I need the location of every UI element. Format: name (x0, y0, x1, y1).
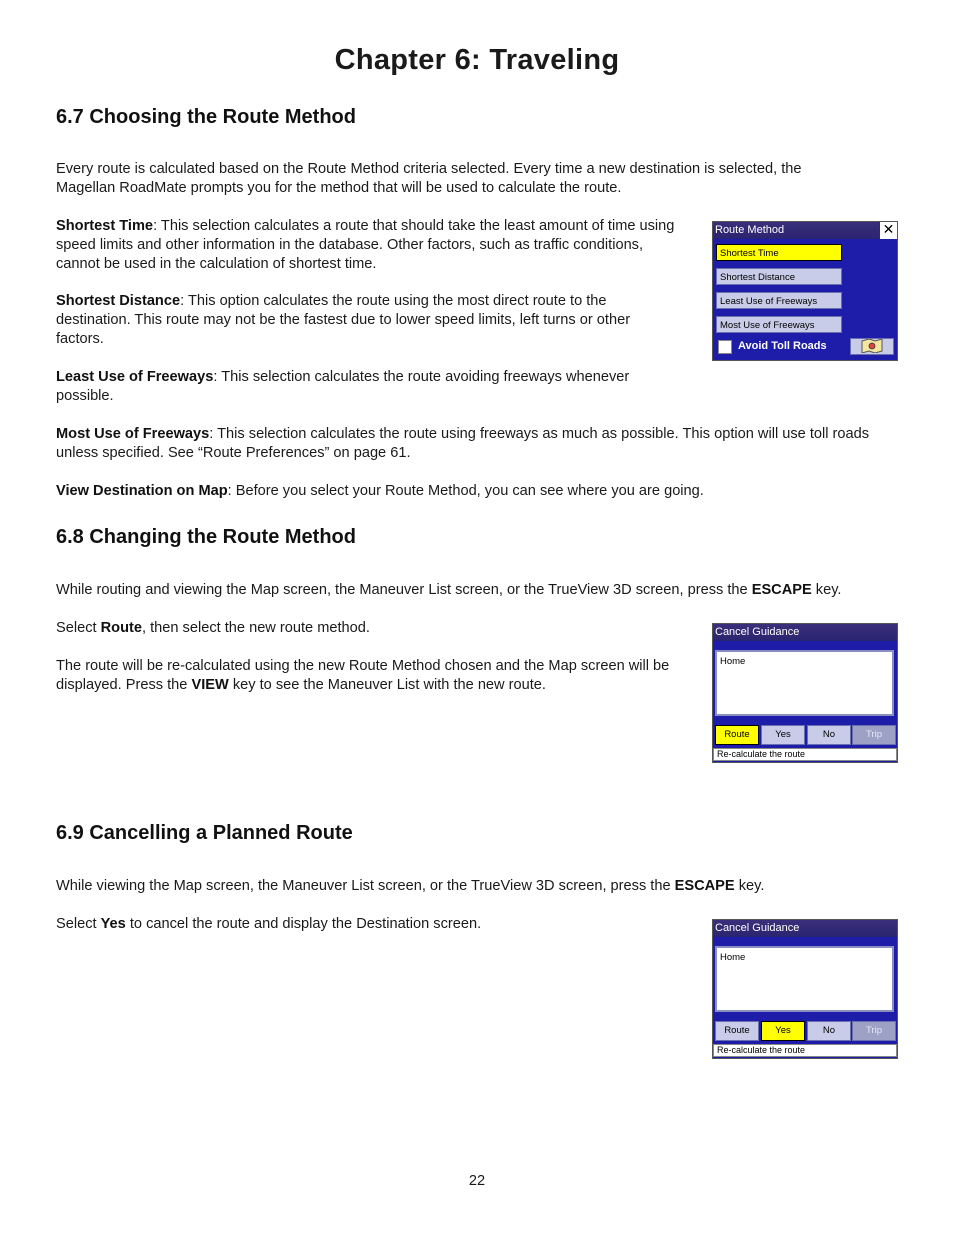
list-item-home-2[interactable]: Home (720, 952, 746, 963)
text-6-8-p1b: key. (811, 582, 842, 598)
option-least-freeways[interactable]: Least Use of Freeways (716, 292, 842, 309)
route-method-screen (712, 221, 898, 361)
intro-text: Every route is calculated based on the Route Method criteria selected. Every time a new destination is selected, the Magellan RoadMate prompts you for the method that will be used to calculate the route. (56, 161, 802, 196)
text-6-9-p2a: Select (56, 916, 101, 932)
route-method-title: Route Method (715, 224, 785, 236)
text-6-8-p2b: , then select the new route method. (141, 620, 370, 636)
paragraph-view-destination (56, 482, 886, 501)
cancel-guidance-title-2: Cancel Guidance (715, 922, 800, 934)
destination-list-2[interactable] (715, 946, 894, 1012)
term-yes: Yes (100, 916, 126, 932)
map-glyph-icon (860, 339, 884, 353)
cancel-guidance-titlebar-1 (713, 624, 897, 641)
cancel-guidance-title-1: Cancel Guidance (715, 626, 800, 638)
paragraph-intro (56, 160, 856, 198)
list-item-home-1[interactable]: Home (720, 656, 746, 667)
text-shortest-time: : This selection calculates a route that should take the least amount of time using speed limits and other information in the database. Other factors, such as traffic conditions, cannot be used in the calculation of shortest time. (56, 218, 675, 272)
trip-button-2[interactable]: Trip (852, 1021, 896, 1041)
status-bar-1: Re-calculate the route (713, 748, 897, 761)
text-6-9-p1b: key. (734, 878, 765, 894)
paragraph-shortest-distance (56, 292, 676, 349)
text-view-destination: : Before you select your Route Method, you can see where you are going. (227, 483, 704, 499)
text-6-8-p3b: key to see the Maneuver List with the new route. (228, 677, 546, 693)
text-6-9-p2b: to cancel the route and display the Destination screen. (125, 916, 482, 932)
term-least-freeways: Least Use of Freeways (56, 369, 214, 385)
term-view-destination: View Destination on Map (56, 483, 228, 499)
text-6-9-p1a: While viewing the Map screen, the Maneuver List screen, or the TrueView 3D screen, press the (56, 878, 675, 894)
map-icon[interactable] (850, 338, 894, 355)
key-escape-2: ESCAPE (674, 878, 735, 894)
cancel-guidance-screen-1 (712, 623, 898, 763)
cancel-guidance-titlebar-2 (713, 920, 897, 937)
term-shortest-distance: Shortest Distance (56, 293, 181, 309)
paragraph-6-9-select-yes (56, 915, 696, 934)
paragraph-6-8-select-route (56, 619, 696, 638)
section-heading-6-9: 6.9 Cancelling a Planned Route (56, 822, 353, 844)
paragraph-6-8-escape (56, 581, 896, 600)
text-least-freeways: : This selection calculates the route avoiding freeways whenever possible. (56, 369, 630, 404)
text-6-8-p1a: While routing and viewing the Map screen, the Maneuver List screen, or the TrueView 3D screen, press the (56, 582, 752, 598)
route-method-titlebar (713, 222, 897, 239)
destination-list-1[interactable] (715, 650, 894, 716)
option-shortest-distance[interactable]: Shortest Distance (716, 268, 842, 285)
cancel-guidance-screen-2 (712, 919, 898, 1059)
option-shortest-time[interactable]: Shortest Time (716, 244, 842, 261)
term-most-freeways: Most Use of Freeways (56, 426, 210, 442)
key-escape-1: ESCAPE (751, 582, 812, 598)
term-route: Route (100, 620, 142, 636)
route-button-2[interactable]: Route (715, 1021, 759, 1041)
key-view: VIEW (191, 677, 229, 693)
no-button-2[interactable]: No (807, 1021, 851, 1041)
option-most-freeways[interactable]: Most Use of Freeways (716, 316, 842, 333)
status-bar-2: Re-calculate the route (713, 1044, 897, 1057)
text-6-8-p2a: Select (56, 620, 101, 636)
paragraph-6-9-escape (56, 877, 896, 896)
paragraph-6-8-recalc (56, 657, 704, 695)
paragraph-shortest-time (56, 217, 676, 274)
paragraph-most-freeways (56, 425, 886, 463)
yes-button-1[interactable]: Yes (761, 725, 805, 745)
text-most-freeways: : This selection calculates the route using freeways as much as possible. This option will use toll roads unless specified. See “Route Preferences” on page 61. (56, 426, 870, 461)
no-button-1[interactable]: No (807, 725, 851, 745)
yes-button-2[interactable]: Yes (761, 1021, 805, 1041)
page-number: 22 (468, 1173, 486, 1189)
close-icon[interactable]: ✕ (879, 222, 897, 239)
trip-button-1[interactable]: Trip (852, 725, 896, 745)
avoid-toll-label[interactable]: Avoid Toll Roads (738, 340, 827, 352)
chapter-title: Chapter 6: Traveling (334, 44, 620, 76)
section-heading-6-7: 6.7 Choosing the Route Method (56, 106, 356, 128)
avoid-toll-checkbox[interactable] (718, 340, 732, 354)
paragraph-least-freeways (56, 368, 676, 406)
term-shortest-time: Shortest Time (56, 218, 154, 234)
text-6-8-p3a: The route will be re-calculated using the new Route Method chosen and the Map screen will be displayed. Press the (56, 658, 670, 693)
section-heading-6-8: 6.8 Changing the Route Method (56, 526, 356, 548)
text-shortest-distance: : This option calculates the route using the most direct route to the destination. This route may not be the fastest due to lower speed limits, left turns or other factors. (56, 293, 631, 347)
route-button-1[interactable]: Route (715, 725, 759, 745)
